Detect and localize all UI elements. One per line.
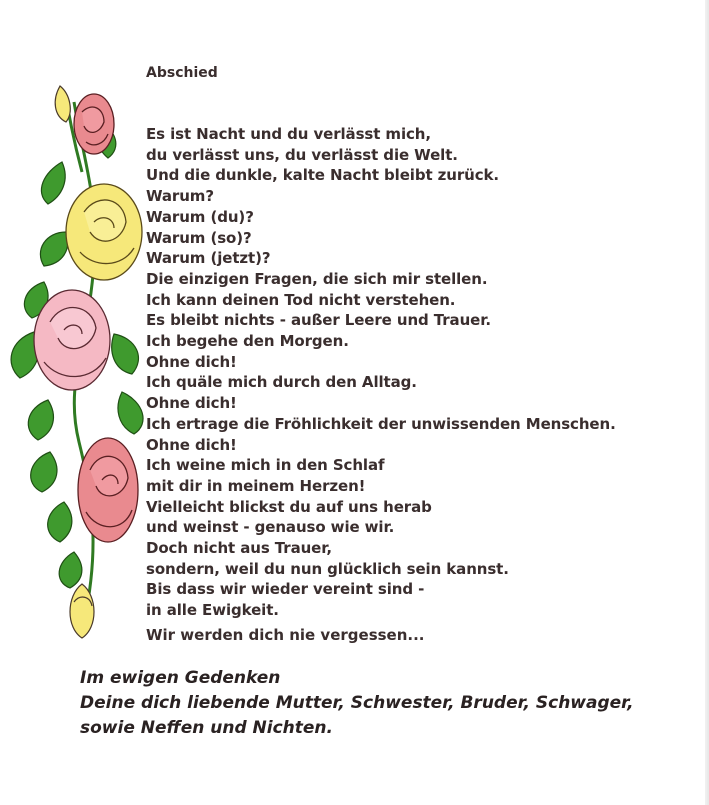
pink-rose	[34, 290, 110, 390]
poem-line: Ich weine mich in den Schlaf	[146, 456, 385, 475]
poem-line: Ohne dich!	[146, 394, 237, 413]
closing-line: Wir werden dich nie vergessen...	[146, 626, 425, 644]
dedication-block	[80, 666, 634, 741]
poem-line: Die einzigen Fragen, die sich mir stellen.	[146, 269, 488, 288]
poem-body	[146, 124, 616, 621]
poem-line: Warum?	[146, 187, 214, 206]
poem-line: in alle Ewigkeit.	[146, 601, 279, 620]
poem-line: Ohne dich!	[146, 352, 237, 371]
poem-line: du verlässt uns, du verlässt die Welt.	[146, 145, 458, 164]
poem-line: Es ist Nacht und du verlässt mich,	[146, 125, 431, 143]
poem-title: Abschied	[146, 65, 218, 81]
poem-line: Ohne dich!	[146, 435, 237, 454]
poem-line: Doch nicht aus Trauer,	[146, 539, 332, 558]
poem-line: Warum (so)?	[146, 228, 252, 247]
poem-line: Vielleicht blickst du auf uns herab	[146, 497, 432, 516]
poem-line: und weinst - genauso wie wir.	[146, 518, 395, 537]
yellow-rose	[66, 184, 142, 280]
dedication-line: Im ewigen Gedenken	[80, 668, 281, 688]
rose-garland-illustration	[4, 82, 154, 657]
poem-line: Bis dass wir wieder vereint sind -	[146, 580, 425, 599]
page-edge	[705, 0, 709, 805]
poem-line: Ich kann deinen Tod nicht verstehen.	[146, 290, 456, 309]
poem-line: Ich ertrage die Fröhlichkeit der unwissenden Menschen.	[146, 414, 616, 433]
poem-line: Es bleibt nichts - außer Leere und Trauer.	[146, 311, 491, 330]
poem-line: sondern, weil du nun glücklich sein kannst.	[146, 559, 509, 578]
dedication-line: Deine dich liebende Mutter, Schwester, Bruder, Schwager,	[80, 693, 634, 713]
red-rose-bottom	[78, 438, 138, 542]
rose-bud-top	[55, 86, 70, 122]
poem-line: Ich quäle mich durch den Alltag.	[146, 373, 417, 392]
poem-line: mit dir in meinem Herzen!	[146, 476, 366, 495]
poem-line: Warum (du)?	[146, 207, 254, 226]
poem-line: Und die dunkle, kalte Nacht bleibt zurück.	[146, 166, 500, 185]
poem-line: Warum (jetzt)?	[146, 249, 271, 268]
poem-line: Ich begehe den Morgen.	[146, 332, 349, 351]
dedication-line: sowie Neffen und Nichten.	[80, 718, 333, 738]
red-rose-top	[74, 94, 114, 154]
